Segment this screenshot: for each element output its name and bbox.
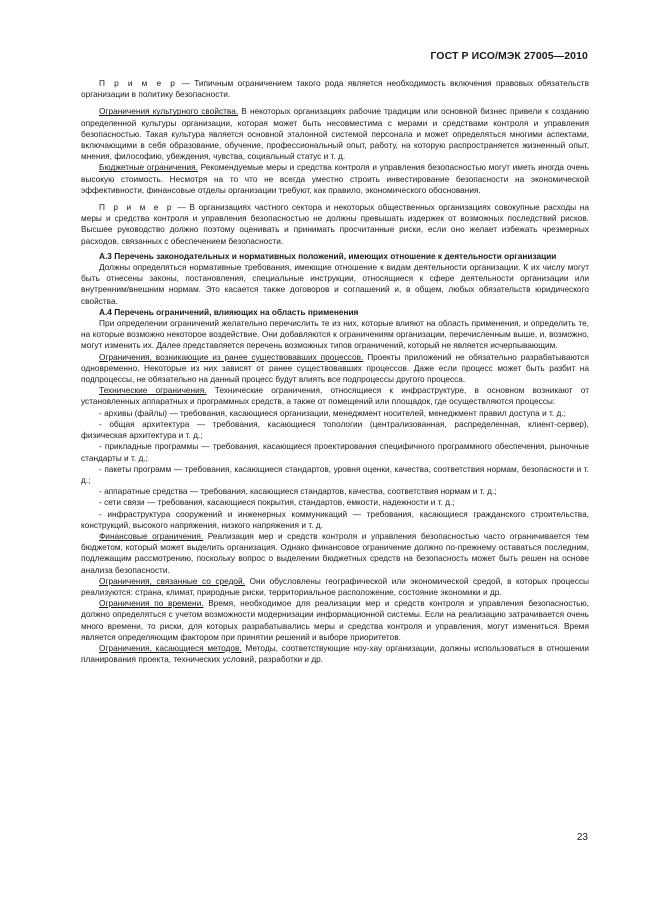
paragraph — [81, 106, 589, 162]
list-item — [81, 464, 589, 486]
paragraph-text: Реализация мер и средств контроля и управления безопасностью часто ограничивается тем бюджетом, который может выделить организация. Однако финансовое ограничение должно по-прежнему оставаться последним, подлежащим рассмотрению, поскольку вопрос о выделении бюджетных средств на безопасность может быть решен на основе анализа безопасности. — [81, 530, 589, 575]
paragraph-text: Время, необходимое для реализации мер и средств контроля и управления безопасностью, должно определяться с учетом возможности модернизации информационной системы. Если на реализацию затрачивается очень много времени, то риски, для которых разрабатывались меры и средства контроля и управления, могут измениться. Время является определяющим фактором при принятии решений и выборе приоритетов. — [81, 598, 589, 642]
list-item — [81, 497, 589, 508]
paragraph — [81, 262, 589, 307]
paragraph — [81, 352, 589, 386]
paragraph-text: Методы, соответствующие ноу-хау организации, должны использоваться в отношении планирования проекта, технических условий, разработки и др. — [81, 642, 589, 665]
paragraph — [81, 162, 589, 196]
paragraph-lead: Ограничения, связанные со средой. — [99, 575, 245, 586]
list-item — [81, 486, 589, 497]
paragraph — [81, 643, 589, 665]
paragraph — [81, 598, 589, 643]
example-note — [81, 78, 589, 100]
paragraph-lead: Ограничения культурного свойства. — [99, 106, 239, 117]
paragraph-text: — Типичным ограничением такого рода является необходимость включения правовых обязательств организации в политику безопасности. — [81, 78, 589, 100]
list-item-text: - сети связи — требования, касающиеся покрытия, стандартов, емкости, надежности и т. д.; — [99, 497, 455, 508]
paragraph-text: Рекомендуемые меры и средства контроля и управления безопасностью могут иметь иногда очень высокую стоимость. Несмотря на то что не всегда уместно строить инвестирование безопасности на экономической эффективности, финансовые отделы организации требуют, как правило, экономического обоснования. — [81, 162, 589, 195]
list-item-text: - аппаратные средства — требования, касающиеся стандартов, качества, соответствия нормам и т. д.; — [99, 486, 497, 497]
list-item — [81, 408, 589, 419]
section-heading-a4: А.4 Перечень ограничений, влияющих на область применения — [99, 306, 359, 317]
example-note — [81, 202, 589, 247]
paragraph — [81, 531, 589, 576]
paragraph-lead: Ограничения, касающиеся методов. — [99, 642, 242, 653]
paragraph-lead: Финансовые ограничения. — [99, 530, 204, 541]
paragraph-text: Проекты приложений не обязательно разрабатываются одновременно. Некоторые из них зависят от ранее существовавших процессов. Даже если процесс может быть разбит на подпроцессы, не обязательно на данный процесс будут влиять все подпроцессы другого процесса. — [81, 351, 589, 385]
document-body — [81, 78, 589, 665]
list-item — [81, 441, 589, 463]
paragraph-lead: Ограничения по времени. — [99, 598, 204, 609]
paragraph-lead: Бюджетные ограничения. — [99, 162, 198, 173]
document-header-code: ГОСТ Р ИСО/МЭК 27005—2010 — [430, 50, 588, 62]
list-item — [81, 419, 589, 441]
paragraph-text: Они обусловлены географической или экономической средой, в которых процессы реализуются: страна, климат, природные риски, территориальное расположение, состояние экономики и др. — [81, 575, 589, 597]
paragraph-lead: Ограничения, возникающие из ранее существовавших процессов. — [99, 351, 364, 362]
paragraph — [81, 576, 589, 598]
paragraph — [81, 318, 589, 352]
example-label: П р и м е р — [99, 202, 174, 213]
paragraph-text: Должны определяться нормативные требования, имеющие отношение к видам деятельности организации. К их числу могут быть отнесены законы, постановления, специальные инструкции, относящиеся к сфере деятельности организации или внутренним/внешним нормам. Это касается также договоров и соглашений и, в общем, любых обязательств юридического свойства. — [81, 262, 589, 306]
paragraph-lead: Технические ограничения. — [99, 385, 207, 396]
list-item-text: - пакеты программ — требования, касающиеся стандартов, уровня оценки, качества, соответствия нормам, безопасности и т. д.; — [81, 463, 589, 485]
list-item-text: - общая архитектура — требования, касающиеся топологии (централизованная, распределенная, клиент-сервер), физическая архитектура и т. д.; — [81, 418, 589, 441]
section-heading-a3: А.3 Перечень законодательных и нормативных положений, имеющих отношение к деятельности организации — [99, 250, 557, 261]
paragraph-text: В некоторых организациях рабочие традиции или основной бизнес привели к созданию определенной культуры организации, которая может быть несовместима с мерами и средствами контроля и управления безопасностью. Такая культура является основной эталонной системой персонала и может определяться многими аспектами, включающими в себя образование, обучение, профессиональный опыт, работу, на которую распространяется жизненный опыт, мнения, философию, убеждения, чувства, социальный статус и т. д. — [81, 106, 589, 162]
paragraph-text: Технические ограничения, относящиеся к инфраструктуре, в основном возникают от установленных аппаратных и программных средств, а также от помещений или площадок, где осуществляются процессы: — [81, 385, 589, 407]
paragraph — [81, 385, 589, 407]
list-item-text: - инфраструктура сооружений и инженерных коммуникаций — требования, касающиеся гражданского строительства, конструкций, высокого напряжения, низкого напряжения и т. д. — [81, 508, 589, 530]
example-label: П р и м е р — [99, 78, 178, 88]
list-item-text: - архивы (файлы) — требования, касающиеся организации, менеджмент носителей, менеджмент правил доступа и т. д.; — [99, 407, 566, 418]
list-item — [81, 509, 589, 531]
paragraph-text: При определении ограничений желательно перечислить те из них, которые влияют на область применения, и определить те, на которые возможно некоторое воздействие. Они добавляются к ограничениям организации, перечисленным выше, и, возможно, могут изменить их. Далее представляется перечень возможных типов ограничений, который не является исчерпывающим. — [81, 318, 589, 351]
list-item-text: - прикладные программы — требования, касающиеся проектирования специфичного программного обеспечения, рыночные стандарты и т. д.; — [81, 441, 589, 463]
paragraph-text: — В организациях частного сектора и некоторых общественных организациях совокупные расходы на меры и средства контроля и управления безопасностью не должны превышать издержек от возможных последствий рисков. Высшее руководство должно поэтому оценивать и принимать просчитанные риски, если оно желает избежать чрезмерных расходов, связанных с обеспечением безопасности. — [81, 202, 589, 246]
page-number: 23 — [576, 832, 588, 843]
